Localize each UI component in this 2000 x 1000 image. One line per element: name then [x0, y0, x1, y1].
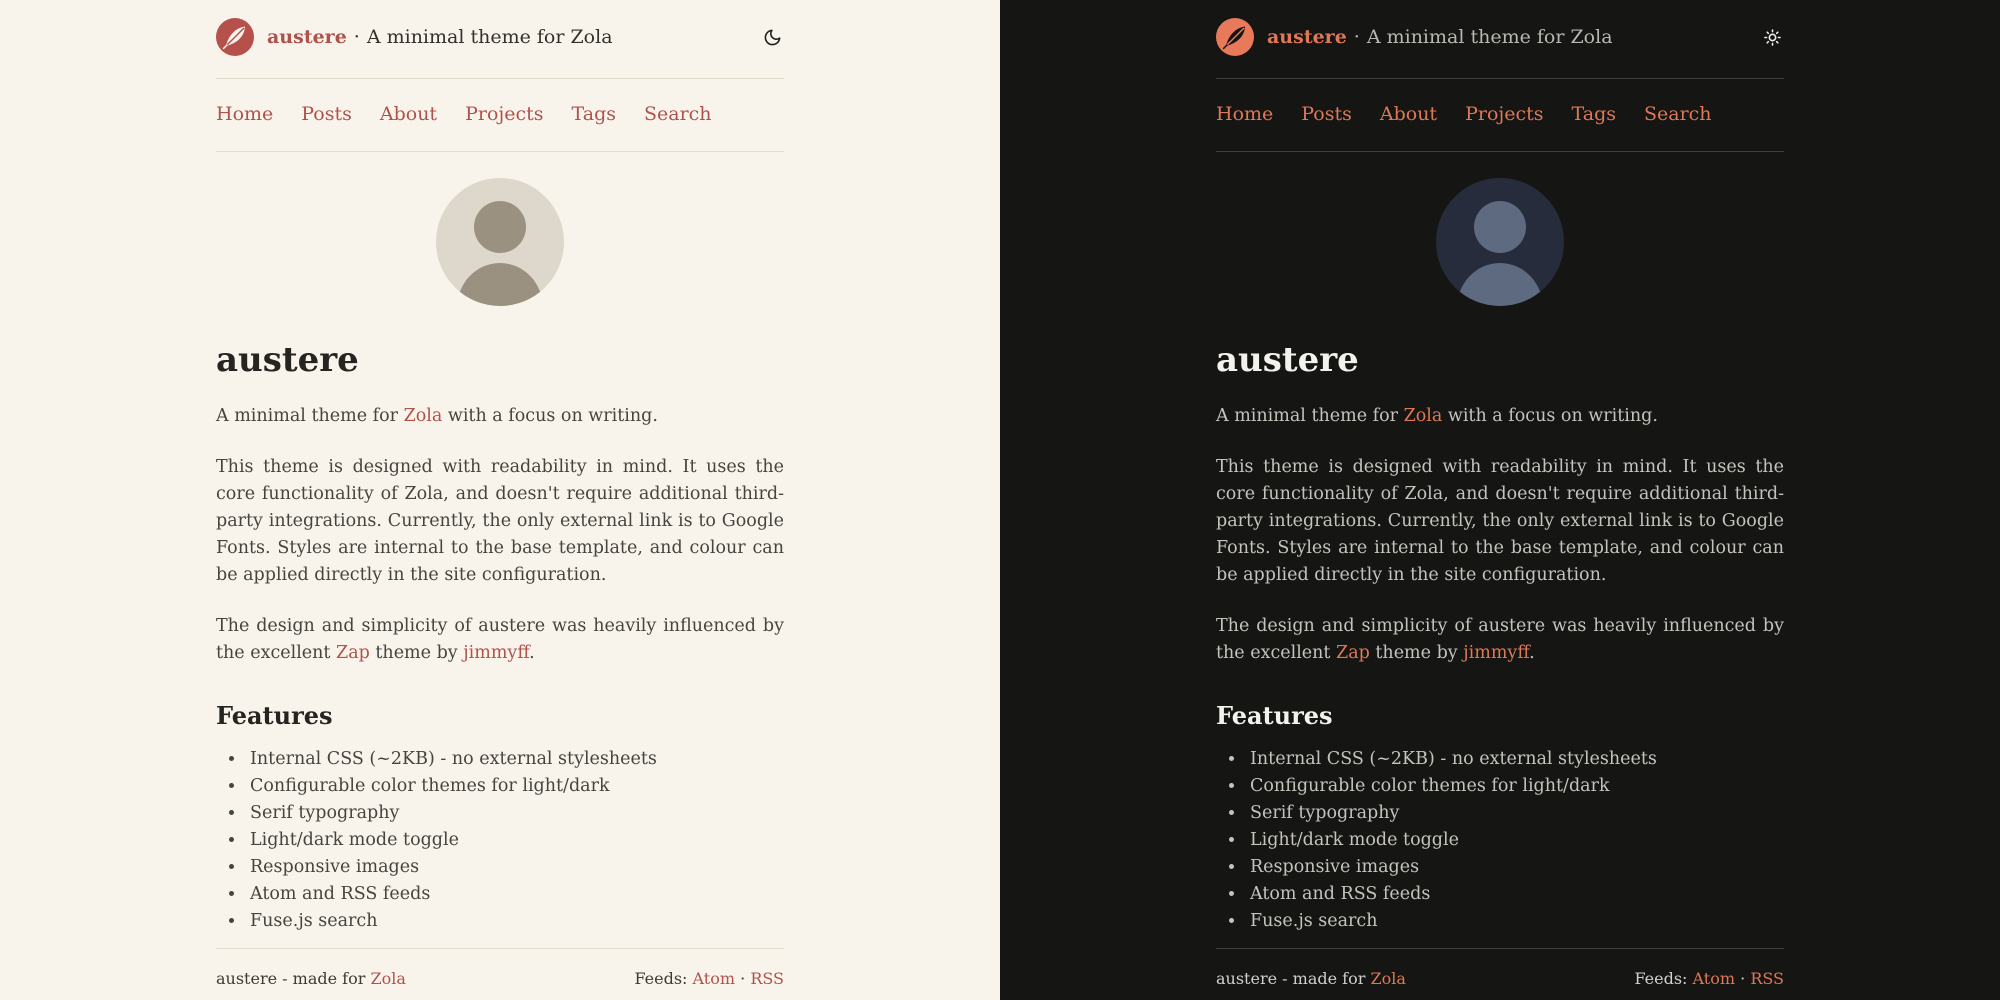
main-nav [216, 79, 784, 152]
footer-made-text: austere - made for [1216, 969, 1371, 988]
brand-separator: · [1353, 26, 1360, 48]
features-list [216, 746, 784, 935]
nav-item-posts[interactable]: Posts [1301, 103, 1352, 125]
feature-item: • Fuse.js search [246, 908, 784, 935]
credit-text-post: . [529, 643, 535, 664]
rss-feed-link[interactable]: RSS [1750, 969, 1784, 988]
site-tagline: A minimal theme for Zola [1366, 26, 1613, 48]
nav-item-projects[interactable]: Projects [465, 103, 544, 125]
credit-text-mid: theme by [1369, 643, 1464, 664]
footer-zola-link[interactable]: Zola [370, 969, 406, 988]
about-paragraph: This theme is designed with readability in mind. It uses the core functionality of Zola, and doesn't require additional third-party integrations. Currently, the only external link is to Google Fonts. Styles are internal to the base template, and colour can be applied directly in the site configuration. [1216, 457, 1784, 586]
intro-paragraph [216, 403, 784, 430]
footer-credit [216, 969, 406, 988]
jimmyff-link[interactable]: jimmyff [463, 643, 530, 664]
feature-item: • Responsive images [1246, 854, 1784, 881]
page-container [216, 0, 784, 1000]
feature-item: • Light/dark mode toggle [246, 827, 784, 854]
brand-link[interactable]: austere [267, 26, 347, 48]
page-title: austere [216, 340, 359, 380]
jimmyff-link[interactable]: jimmyff [1463, 643, 1530, 664]
feature-item: • Responsive images [246, 854, 784, 881]
feature-item: • Configurable color themes for light/dark [246, 773, 784, 800]
feeds-label: Feeds: [1634, 969, 1693, 988]
atom-feed-link[interactable]: Atom [692, 969, 736, 988]
zap-link[interactable]: Zap [336, 643, 370, 664]
feature-item: • Atom and RSS feeds [1246, 881, 1784, 908]
site-footer [1216, 948, 1784, 1000]
nav-item-about[interactable]: About [1379, 103, 1438, 125]
feature-item: • Configurable color themes for light/dark [1246, 773, 1784, 800]
avatar [1436, 178, 1564, 306]
intro-paragraph [1216, 403, 1784, 430]
intro-text: A minimal theme for [1216, 406, 1404, 427]
main-content [1216, 152, 1784, 935]
intro-text-post: with a focus on writing. [442, 406, 658, 427]
credit-text: The design and simplicity of austere was heavily influenced by the excellent [1216, 616, 1784, 664]
credit-paragraph [216, 613, 784, 667]
brand-separator: · [353, 26, 360, 48]
zola-link[interactable]: Zola [1403, 406, 1443, 427]
moon-icon [763, 35, 782, 50]
footer-zola-link[interactable]: Zola [1370, 969, 1406, 988]
footer-credit [1216, 969, 1406, 988]
page-title: austere [1216, 340, 1359, 380]
footer-feeds [634, 969, 784, 988]
nav-item-tags[interactable]: Tags [1571, 103, 1616, 125]
footer-made-text: austere - made for [216, 969, 371, 988]
site-footer [216, 948, 784, 1000]
site-tagline: A minimal theme for Zola [366, 26, 613, 48]
avatar [436, 178, 564, 306]
main-content [216, 152, 784, 935]
nav-item-home[interactable]: Home [1216, 103, 1274, 125]
credit-text: The design and simplicity of austere was heavily influenced by the excellent [216, 616, 784, 664]
nav-item-search[interactable]: Search [1644, 103, 1712, 125]
zola-link[interactable]: Zola [403, 406, 443, 427]
sun-icon [1763, 35, 1782, 50]
rss-feed-link[interactable]: RSS [750, 969, 784, 988]
intro-text: A minimal theme for [216, 406, 404, 427]
credit-text-post: . [1529, 643, 1535, 664]
site-header [1216, 0, 1784, 79]
feather-logo-icon[interactable] [216, 18, 254, 56]
features-heading: Features [216, 701, 333, 731]
dark-mode-toggle-button[interactable] [761, 26, 784, 49]
feature-item: • Light/dark mode toggle [1246, 827, 1784, 854]
intro-text-post: with a focus on writing. [1442, 406, 1658, 427]
page-container [1216, 0, 1784, 1000]
credit-paragraph [1216, 613, 1784, 667]
feature-item: • Internal CSS (~2KB) - no external stylesheets [246, 746, 784, 773]
nav-item-home[interactable]: Home [216, 103, 274, 125]
nav-item-about[interactable]: About [379, 103, 438, 125]
atom-feed-link[interactable]: Atom [1692, 969, 1736, 988]
feeds-label: Feeds: [634, 969, 693, 988]
footer-feeds [1634, 969, 1784, 988]
about-paragraph: This theme is designed with readability in mind. It uses the core functionality of Zola, and doesn't require additional third-party integrations. Currently, the only external link is to Google Fonts. Styles are internal to the base template, and colour can be applied directly in the site configuration. [216, 457, 784, 586]
main-nav [1216, 79, 1784, 152]
features-heading: Features [1216, 701, 1333, 731]
nav-item-projects[interactable]: Projects [1465, 103, 1544, 125]
nav-item-posts[interactable]: Posts [301, 103, 352, 125]
feather-logo-icon[interactable] [1216, 18, 1254, 56]
light-mode-toggle-button[interactable] [1761, 26, 1784, 49]
feed-separator: · [1735, 969, 1751, 988]
feed-separator: · [735, 969, 751, 988]
nav-item-search[interactable]: Search [644, 103, 712, 125]
feature-item: • Internal CSS (~2KB) - no external stylesheets [1246, 746, 1784, 773]
credit-text-mid: theme by [369, 643, 464, 664]
feature-item: • Atom and RSS feeds [246, 881, 784, 908]
feature-item: • Serif typography [246, 800, 784, 827]
zap-link[interactable]: Zap [1336, 643, 1370, 664]
brand-link[interactable]: austere [1267, 26, 1347, 48]
dark-theme-panel [1000, 0, 2000, 1000]
feature-item: • Fuse.js search [1246, 908, 1784, 935]
feature-item: • Serif typography [1246, 800, 1784, 827]
site-header [216, 0, 784, 79]
features-list [1216, 746, 1784, 935]
nav-item-tags[interactable]: Tags [571, 103, 616, 125]
